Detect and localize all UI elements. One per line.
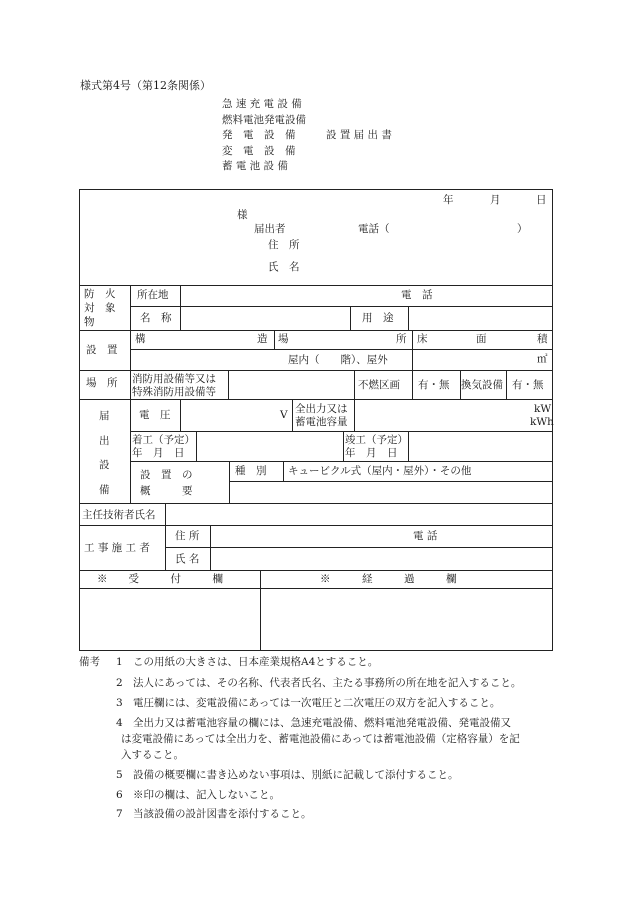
floor-area-label-1: 床 <box>417 333 428 345</box>
addressee-suffix: 様 <box>237 209 248 221</box>
title-quick-charger: 急 速 充 電 設 備 <box>222 98 302 110</box>
fire-target-label-2: 対 象 <box>84 302 116 314</box>
start-label: 着工（予定） <box>132 434 195 446</box>
title-power-gen: 発 電 設 備 <box>222 129 296 141</box>
filer-address-label: 住 所 <box>268 239 300 251</box>
voltage-unit: V <box>280 409 288 421</box>
phone-close: ） <box>517 223 528 235</box>
type-label: 種 別 <box>235 465 267 477</box>
note-5-text: 設備の概要欄に書き込めない事項は、別紙に記載して添付すること。 <box>133 769 459 781</box>
voltage-label: 電 圧 <box>139 409 171 421</box>
phone-label: 電話（ <box>358 223 390 235</box>
start-date: 年 月 日 <box>132 447 185 459</box>
fire-target-label-1: 防 火 <box>84 288 116 300</box>
title-fuel-cell: 燃料電池発電設備 <box>222 114 306 126</box>
area-unit: ㎡ <box>537 353 548 365</box>
note-7-num: 7 <box>116 808 123 820</box>
fire-equipment-label-1: 消防用設備等又は <box>132 373 216 385</box>
note-3-text: 電圧欄には、変電設備にあっては一次電圧と二次電圧の双方を記入すること。 <box>133 697 501 709</box>
contractor-name-label: 氏 名 <box>175 553 200 565</box>
complete-label: 竣工（予定） <box>345 434 408 446</box>
progress-label: ※ 経 過 欄 <box>320 573 457 585</box>
filer-name-label: 氏 名 <box>268 261 300 273</box>
contractor-label: 工 事 施 工 者 <box>84 542 150 554</box>
equipment-label-4: 備 <box>99 484 110 496</box>
notes-title: 備考 <box>79 656 100 668</box>
capacity-label-2: 蓄電池容量 <box>295 416 348 428</box>
note-6-num: 6 <box>116 789 123 801</box>
title-suffix: 設 置 届 出 書 <box>326 129 392 141</box>
title-substation: 変 電 設 備 <box>222 145 296 157</box>
equipment-label-3: 設 <box>99 459 110 471</box>
fireproof-label: 不燃区画 <box>358 379 400 391</box>
equipment-label-2: 出 <box>99 435 110 447</box>
date-day: 日 <box>536 194 547 206</box>
place-label: 場 <box>278 333 289 345</box>
filer-label: 届出者 <box>254 223 286 235</box>
indoor-outdoor: 屋内（ 階）、屋外 <box>288 354 388 366</box>
structure-suffix: 造 <box>257 333 268 345</box>
contractor-phone-label: 電 話 <box>413 530 438 542</box>
note-4-num: 4 <box>116 717 123 729</box>
note-3-num: 3 <box>116 697 123 709</box>
chief-engineer-label: 主任技術者氏名 <box>82 509 156 521</box>
capacity-unit-kwh: kWh <box>530 416 554 428</box>
fireproof-value: 有・無 <box>418 379 450 391</box>
note-4-text: 全出力又は蓄電池容量の欄には、急速充電設備、燃料電池発電設備、発電設備又 <box>133 717 511 729</box>
note-1-num: 1 <box>116 656 123 668</box>
reception-label: ※ 受 付 欄 <box>97 573 223 585</box>
fire-target-label-3: 物 <box>84 316 95 328</box>
fire-target-phone-label: 電 話 <box>401 289 433 301</box>
capacity-unit-kw: kW <box>534 403 552 415</box>
location-label: 所在地 <box>137 289 169 301</box>
date-year: 年 <box>443 194 454 206</box>
structure-label: 構 <box>135 333 146 345</box>
note-1-text: この用紙の大きさは、日本産業規格A4とすること。 <box>133 656 379 668</box>
install-place-label-2: 場 所 <box>86 377 118 389</box>
note-4-cont-1: は変電設備にあっては全出力を、蓄電池設備にあっては蓄電池設備（定格容量）を記 <box>121 733 520 745</box>
floor-area-label-3: 積 <box>537 333 548 345</box>
overview-label-1: 設 置 の <box>140 469 193 481</box>
floor-area-label-2: 面 <box>476 333 487 345</box>
install-place-label-1: 設 置 <box>86 344 118 356</box>
complete-date: 年 月 日 <box>345 447 398 459</box>
note-5-num: 5 <box>116 769 123 781</box>
type-value: キュービクル式（屋内・屋外）・その他 <box>288 465 472 477</box>
use-label: 用 途 <box>362 312 394 324</box>
note-2-num: 2 <box>116 677 123 689</box>
title-battery: 蓄 電 池 設 備 <box>222 160 288 172</box>
fire-equipment-label-2: 特殊消防用設備等 <box>132 386 216 398</box>
capacity-label-1: 全出力又は <box>295 403 348 415</box>
equipment-label-1: 届 <box>99 410 110 422</box>
place-suffix: 所 <box>396 333 407 345</box>
form-number: 様式第4号（第12条関係） <box>80 79 211 92</box>
contractor-address-label: 住 所 <box>175 530 200 542</box>
note-6-text: ※印の欄は、記入しないこと。 <box>133 789 280 801</box>
date-month: 月 <box>490 194 501 206</box>
overview-label-2: 概 要 <box>140 485 193 497</box>
name-label: 名 称 <box>140 312 172 324</box>
ventilation-label: 換気設備 <box>461 379 503 391</box>
note-2-text: 法人にあっては、その名称、代表者氏名、主たる事務所の所在地を記入すること。 <box>133 677 522 689</box>
ventilation-value: 有・無 <box>512 379 544 391</box>
note-4-cont-2: 入すること。 <box>121 749 184 761</box>
note-7-text: 当該設備の設計図書を添付すること。 <box>133 808 312 820</box>
